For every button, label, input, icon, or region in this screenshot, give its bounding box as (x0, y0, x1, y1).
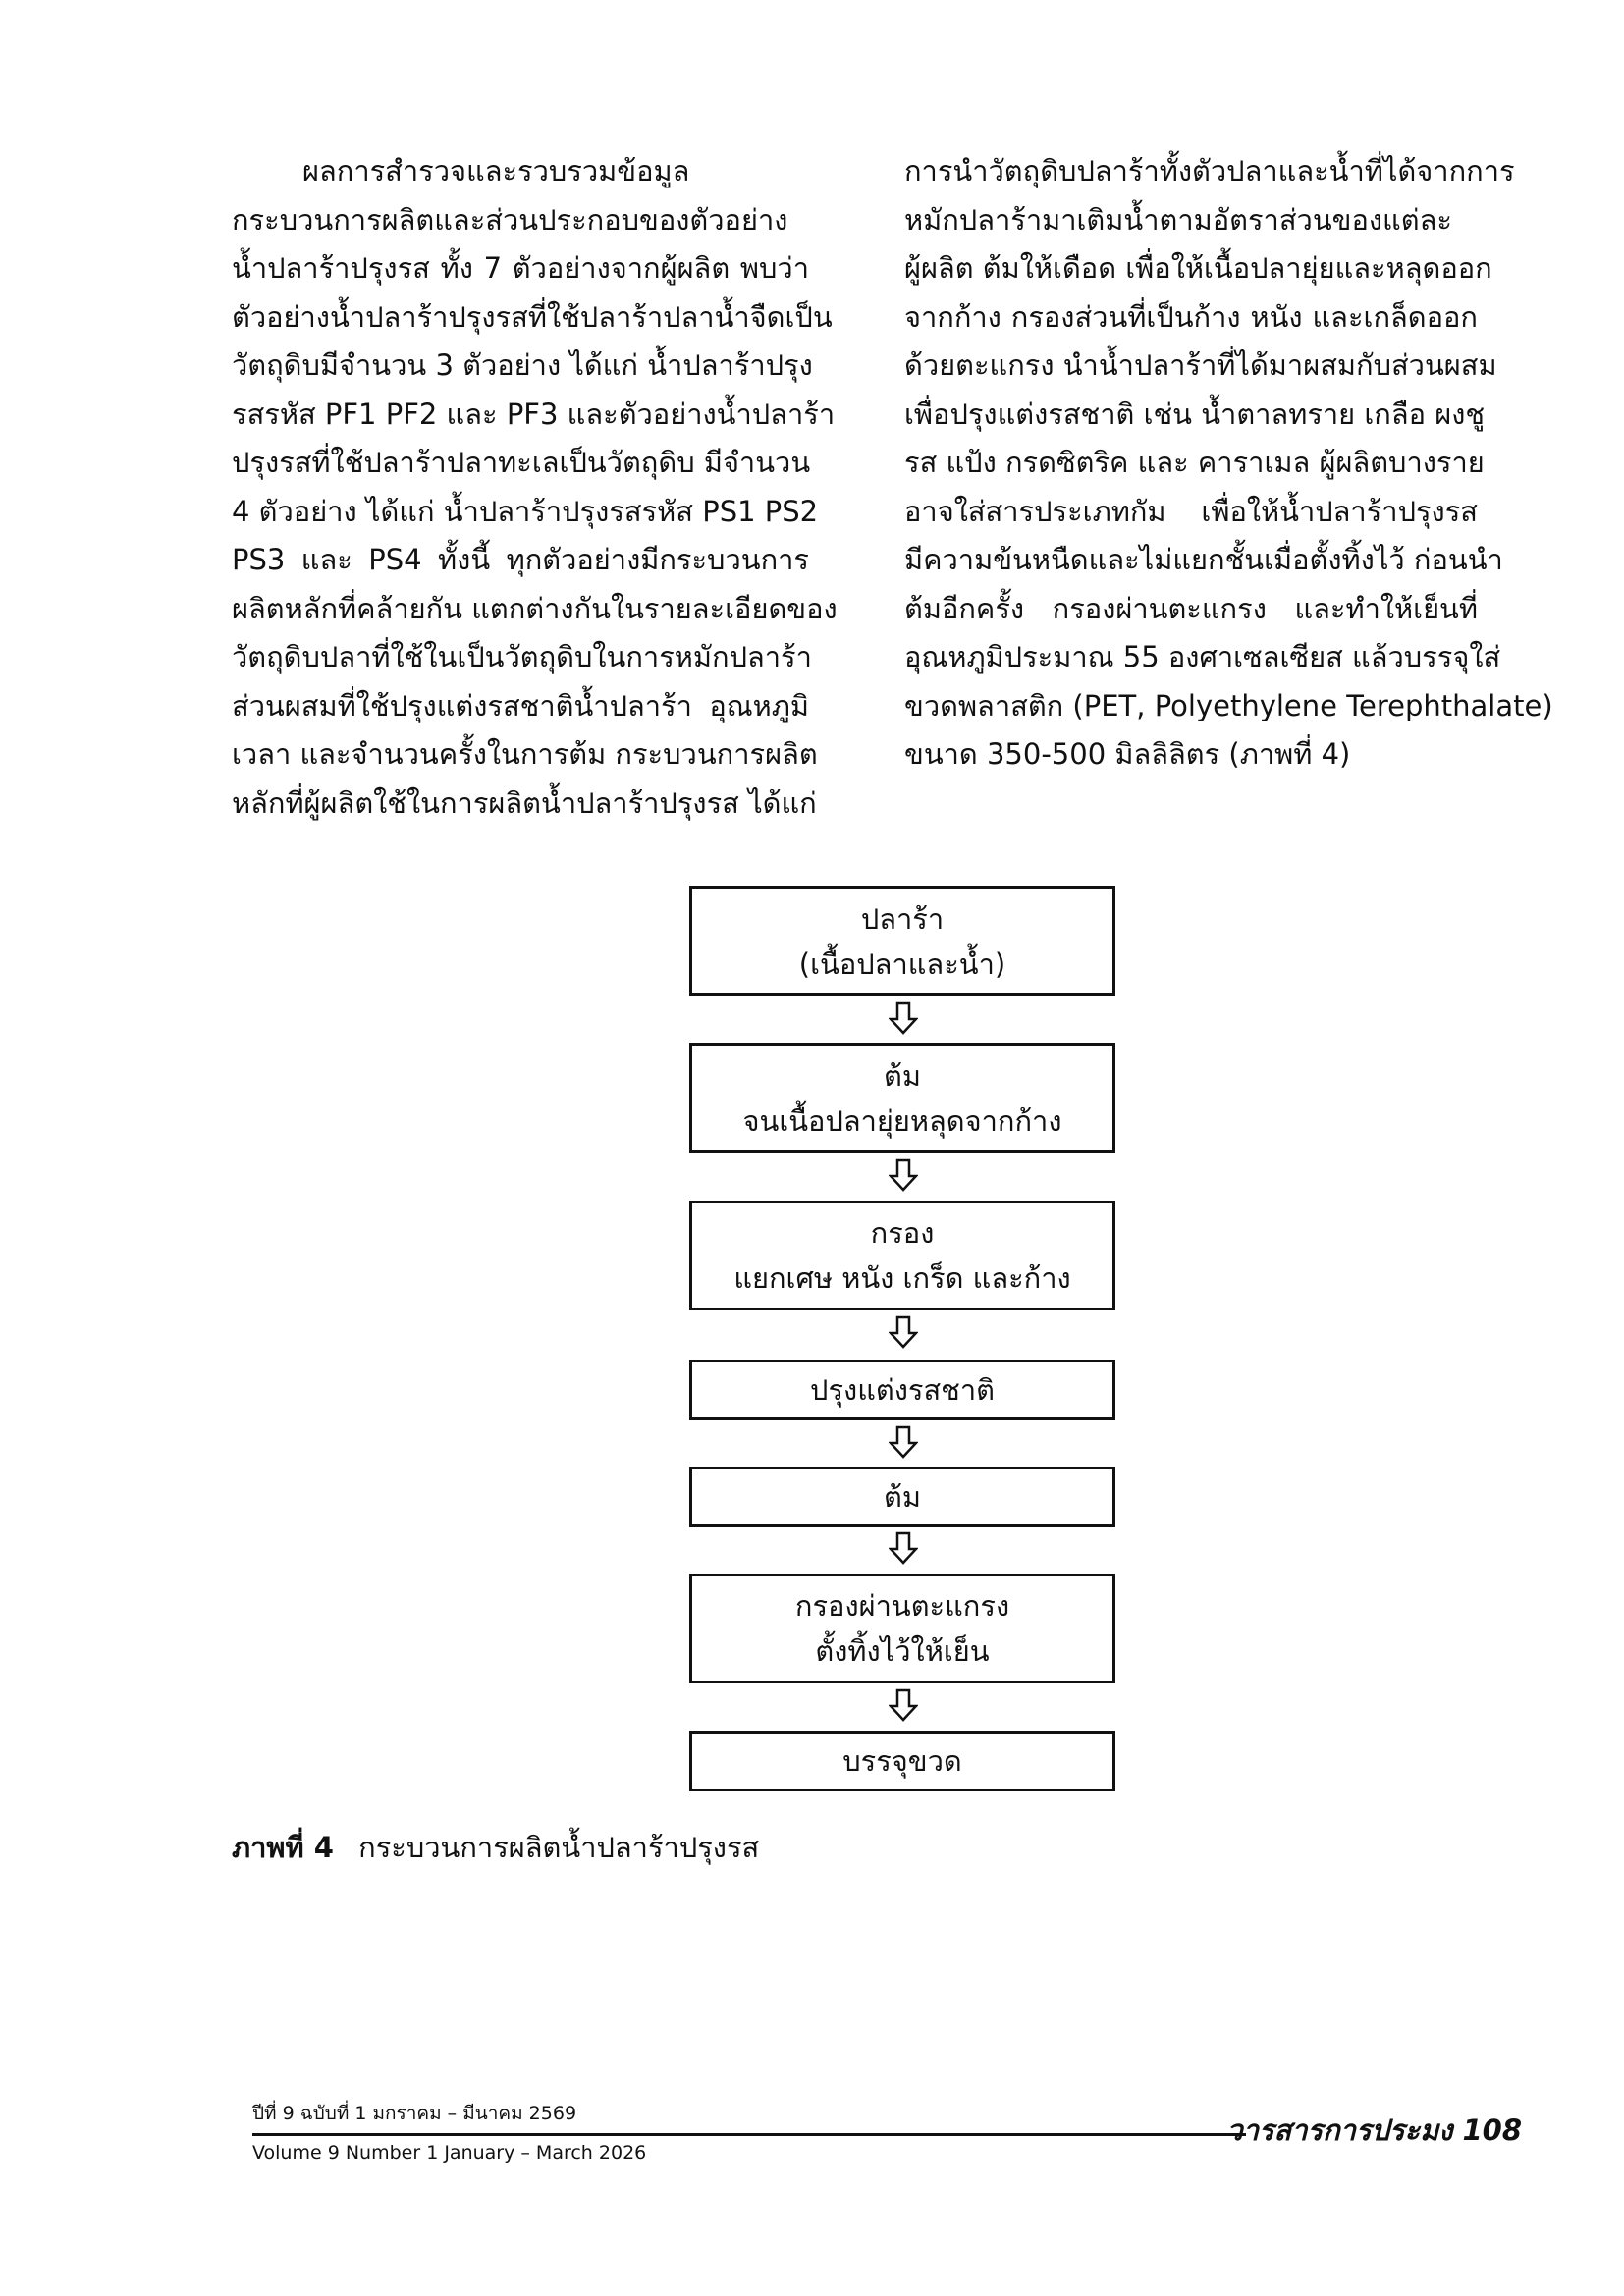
body-line: ผลการสำรวจและรวบรวมข้อมูล (302, 154, 690, 187)
body-line: ปรุงรสที่ใช้ปลาร้าปลาทะเลเป็นวัตถุดิบ มีจำนวน (232, 446, 811, 479)
flow-step-pla-ra (689, 886, 1115, 996)
flow-step-bottle (689, 1731, 1115, 1791)
flow-step-filter (689, 1201, 1115, 1310)
body-line: กระบวนการผลิตและส่วนประกอบของตัวอย่าง (232, 202, 788, 237)
flow-step-detail: จนเนื้อปลายุ่ยหลุดจากก้าง (742, 1104, 1062, 1138)
body-line: หลักที่ผู้ผลิตใช้ในการผลิตน้ำปลาร้าปรุงรส ได้แก่ (232, 785, 817, 820)
flow-step-title: ต้ม (884, 1480, 921, 1514)
down-arrow-icon (889, 1688, 918, 1722)
body-line: วัตถุดิบปลาที่ใช้ในเป็นวัตถุดิบในการหมักปลาร้า (232, 640, 812, 673)
footer-issue-english: Volume 9 Number 1 January – March 2026 (252, 2142, 647, 2163)
body-column-right (904, 147, 1553, 779)
body-line: ขวดพลาสติก (PET, Polyethylene Terephthalate) (904, 688, 1553, 722)
down-arrow-icon (889, 1531, 918, 1565)
flow-step-detail: ตั้งทิ้งไว้ให้เย็น (815, 1634, 990, 1668)
body-line: มีความข้นหนืดและไม่แยกชั้นเมื่อตั้งทิ้งไว้ ก่อนนำ (904, 543, 1503, 576)
body-line: ผู้ผลิต ต้มให้เดือด เพื่อให้เนื้อปลายุ่ยและหลุดออก (904, 251, 1492, 285)
body-line: เพื่อปรุงแต่งรสชาติ เช่น น้ำตาลทราย เกลือ ผงชู (904, 397, 1486, 431)
figure-caption (232, 1828, 759, 1867)
flow-step-title: ปรุงแต่งรสชาติ (810, 1373, 995, 1407)
body-line: รส แป้ง กรดซิตริค และ คาราเมล ผู้ผลิตบางราย (904, 446, 1485, 479)
body-line: 4 ตัวอย่าง ได้แก่ น้ำปลาร้าปรุงรสรหัส PS1 PS2 (232, 494, 819, 528)
body-line: อุณหภูมิประมาณ 55 องศาเซลเซียส แล้วบรรจุใส่ (904, 640, 1501, 673)
flow-step-title: ปลาร้า (860, 902, 945, 935)
body-line: ด้วยตะแกรง นำน้ำปลาร้าที่ได้มาผสมกับส่วนผสม (904, 348, 1497, 382)
down-arrow-icon (889, 1158, 918, 1192)
body-line: ผลิตหลักที่คล้ายกัน แตกต่างกันในรายละเอียดของ (232, 591, 838, 625)
down-arrow-icon (889, 1001, 918, 1035)
body-line: PS3 และ PS4 ทั้งนี้ ทุกตัวอย่างมีกระบวนการ (232, 543, 809, 576)
flow-step-detail: แยกเศษ หนัง เกร็ด และก้าง (733, 1261, 1071, 1295)
footer-issue-thai: ปีที่ 9 ฉบับที่ 1 มกราคม – มีนาคม 2569 (252, 2103, 577, 2124)
figure-label: ภาพที่ 4 (232, 1831, 334, 1864)
body-line: หมักปลาร้ามาเติมน้ำตามอัตราส่วนของแต่ละ (904, 202, 1452, 237)
flow-step-season (689, 1360, 1115, 1420)
body-line: น้ำปลาร้าปรุงรส ทั้ง 7 ตัวอย่างจากผู้ผลิต พบว่า (232, 251, 809, 285)
body-line: อาจใส่สารประเภทกัม เพื่อให้น้ำปลาร้าปรุงรส (904, 494, 1478, 528)
body-line: ส่วนผสมที่ใช้ปรุงแต่งรสชาติน้ำปลาร้า อุณหภูมิ (232, 688, 809, 722)
flow-step-boil (689, 1043, 1115, 1153)
flow-step-title: ต้ม (884, 1059, 921, 1093)
flow-step-detail: (เนื้อปลาและน้ำ) (798, 947, 1006, 981)
body-column-left (232, 147, 838, 828)
flow-step-boil-again (689, 1467, 1115, 1527)
journal-name-page-number: วารสารการประมง 108 (1226, 2113, 1522, 2147)
body-line: การนำวัตถุดิบปลาร้าทั้งตัวปลาและน้ำที่ได้จากการ (904, 154, 1515, 187)
body-line: วัตถุดิบมีจำนวน 3 ตัวอย่าง ได้แก่ น้ำปลาร้าปรุง (232, 348, 813, 382)
body-line: รสรหัส PF1 PF2 และ PF3 และตัวอย่างน้ำปลาร้า (232, 397, 836, 431)
figure-caption-text: กระบวนการผลิตน้ำปลาร้าปรุงรส (358, 1831, 760, 1864)
down-arrow-icon (889, 1425, 918, 1459)
body-line: เวลา และจำนวนครั้งในการต้ม กระบวนการผลิต (232, 737, 818, 771)
flow-step-sieve-cool (689, 1574, 1115, 1683)
body-line: จากก้าง กรองส่วนที่เป็นก้าง หนัง และเกล็ดออก (904, 299, 1478, 334)
body-line: ตัวอย่างน้ำปลาร้าปรุงรสที่ใช้ปลาร้าปลาน้ำจืดเป็น (232, 299, 833, 334)
flow-step-title: กรอง (870, 1216, 935, 1250)
down-arrow-icon (889, 1315, 918, 1349)
body-line: ต้มอีกครั้ง กรองผ่านตะแกรง และทำให้เย็นที่ (904, 591, 1478, 625)
footer-rule (252, 2133, 1246, 2136)
flow-step-title: บรรจุขวด (842, 1744, 962, 1778)
flow-step-title: กรองผ่านตะแกรง (794, 1589, 1010, 1623)
body-line: ขนาด 350-500 มิลลิลิตร (ภาพที่ 4) (904, 737, 1351, 771)
